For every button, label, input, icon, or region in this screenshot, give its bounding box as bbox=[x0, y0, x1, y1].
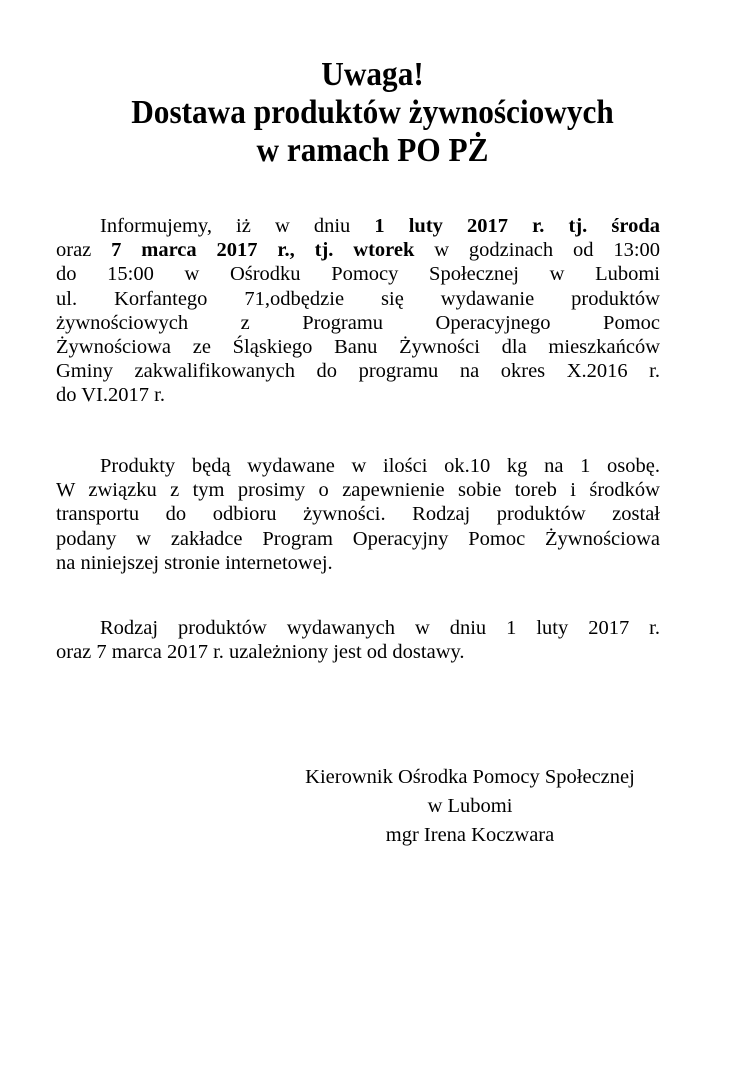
paragraph-1-line: do 15:00 w Ośrodku Pomocy Społecznej w Lubomi bbox=[56, 263, 660, 286]
paragraph-1-line bbox=[56, 214, 660, 238]
signature-block bbox=[270, 763, 670, 850]
signature-role: Kierownik Ośrodka Pomocy Społecznej bbox=[305, 766, 635, 788]
text-span: Informujemy, iż w dniu bbox=[100, 215, 351, 237]
paragraph-1-line: Gminy zakwalifikowanych do programu na okres X.2016 r. bbox=[56, 360, 660, 383]
paragraph-2-line: transportu do odbioru żywności. Rodzaj produktów został bbox=[56, 503, 660, 526]
text-span: oraz bbox=[56, 239, 92, 262]
signature-place: w Lubomi bbox=[427, 795, 513, 817]
notice-title bbox=[30, 56, 715, 170]
text-span: w godzinach od 13:00 bbox=[434, 239, 661, 262]
paragraph-3-line: Rodzaj produktów wydawanych w dniu 1 luty 2017 r. bbox=[100, 617, 660, 639]
paragraph-2-line: Produkty będą wydawane w ilości ok.10 kg na 1 osobę. bbox=[100, 455, 660, 477]
title-line-3: w ramach PO PŻ bbox=[256, 132, 489, 169]
paragraph-1-line: żywnościowych z Programu Operacyjnego Pomoc bbox=[56, 311, 660, 334]
title-line-2: Dostawa produktów żywnościowych bbox=[131, 94, 614, 131]
date-bold: 7 marca 2017 r., tj. wtorek bbox=[111, 239, 415, 262]
paragraph-1-line: Żywnościowa ze Śląskiego Banu Żywności dla mieszkańców bbox=[56, 335, 660, 358]
paragraph-2-line: podany w zakładce Program Operacyjny Pomoc Żywnościowa bbox=[56, 527, 660, 550]
paragraph-1-line: ul. Korfantego 71,odbędzie się wydawanie produktów bbox=[56, 287, 660, 310]
paragraph-2-line: W związku z tym prosimy o zapewnienie sobie toreb i środków bbox=[56, 479, 660, 502]
paragraph-1-line: do VI.2017 r. bbox=[56, 384, 165, 407]
paragraph-3 bbox=[56, 616, 660, 664]
paragraph-1-line bbox=[56, 238, 660, 262]
paragraph-2-line: na niniejszej stronie internetowej. bbox=[56, 551, 333, 574]
weekday-bold: tj. środa bbox=[568, 215, 660, 237]
paragraph-3-line: oraz 7 marca 2017 r. uzależniony jest od dostawy. bbox=[56, 641, 465, 664]
paragraph-2 bbox=[56, 454, 660, 575]
signature-name: mgr Irena Koczwara bbox=[385, 824, 555, 846]
title-line-1: Uwaga! bbox=[321, 56, 424, 93]
paragraph-1 bbox=[56, 214, 660, 408]
date-bold: 1 luty 2017 r. bbox=[374, 215, 545, 237]
